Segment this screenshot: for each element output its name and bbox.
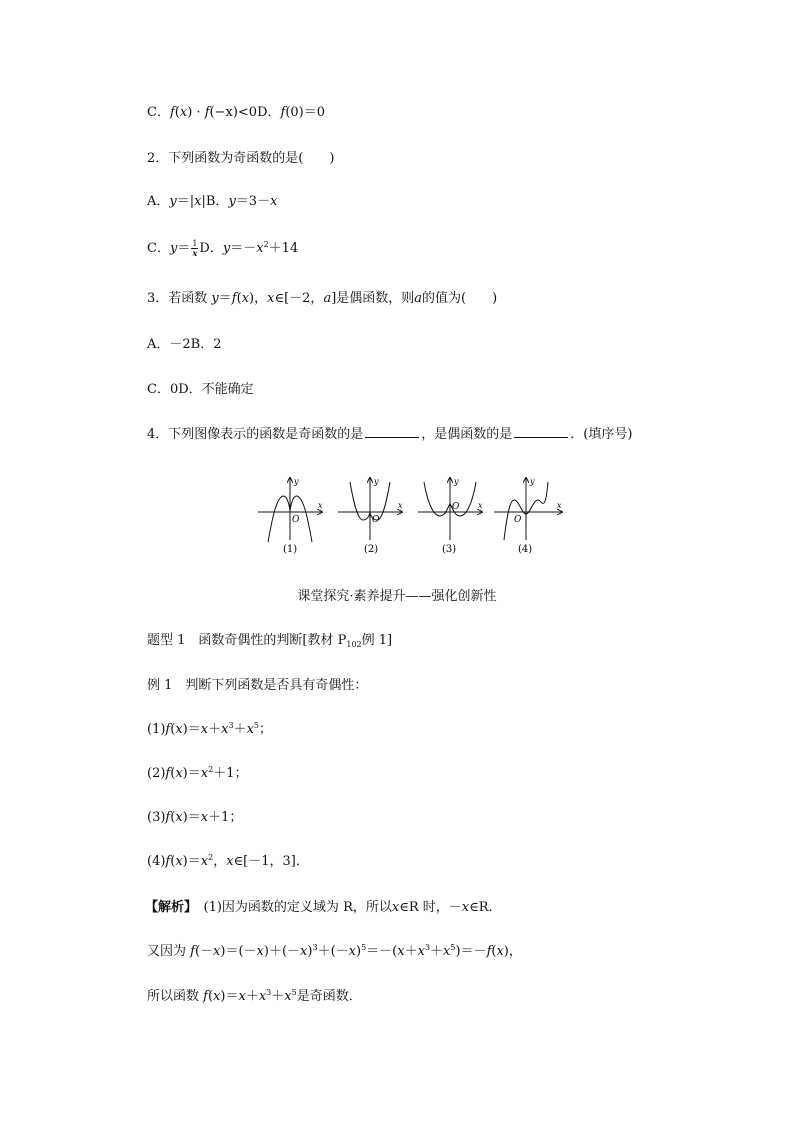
- option-line-c-d: C．f(x) · f(−x)<0D．f(0)＝0: [147, 105, 325, 120]
- fraction-one-over-x: $\frac{1}{x}$: [192, 239, 198, 258]
- answer-blank-odd: [365, 425, 419, 438]
- graph-4-x-label: x: [557, 501, 562, 510]
- graph-1-origin: O: [292, 515, 300, 525]
- solution-line-1: 【解析】 (1)因为函数的定义域为 R，所以x∈R 时，－x∈R.: [145, 900, 493, 915]
- graph-2-y-label: y: [374, 477, 379, 486]
- example-1-part-2: $(2)f(x)=x^2+1$；: [147, 765, 248, 781]
- graph-3-x-label: x: [478, 501, 483, 510]
- solution-line-2: 又因为 $f(-x)=(-x)+(-x)^3+(-x)^5=-(x+x^3+x^5)=-f(x)$，: [147, 943, 522, 959]
- question-3-stem: 3．若函数 y＝f(x)，x∈[－2，a]是偶函数，则a的值为( ): [147, 291, 498, 306]
- graph-3-y-label: y: [454, 477, 459, 486]
- graph-label-3: (3): [442, 544, 457, 555]
- question-4-stem: 4．下列图像表示的函数是奇函数的是 ，是偶函数的是 ．(填序号): [147, 427, 633, 442]
- question-2-stem: 2．下列函数为奇函数的是( ): [147, 151, 335, 166]
- question-3-options-ab: A．－2B．2: [147, 337, 222, 352]
- graph-2: [338, 477, 403, 540]
- example-1-part-1: $(1)f(x)=x+x^3+x^5$；: [147, 721, 273, 737]
- function-graphs-figure: [0, 470, 794, 560]
- example-1-stem: 例 1 判断下列函数是否具有奇偶性：: [147, 678, 368, 693]
- graph-4-origin: O: [514, 515, 522, 525]
- graph-2-x-label: x: [398, 501, 403, 510]
- graph-label-4: (4): [518, 544, 533, 555]
- section-title: 课堂探究·素养提升——强化创新性: [297, 589, 497, 604]
- question-type-1-heading: 题型 1 函数奇偶性的判断[教材 $P_{102}$例 1]: [147, 633, 393, 649]
- graph-1-x-label: x: [318, 501, 323, 510]
- example-1-part-4: $(4)f(x)=x^2$，x∈[－1，3]．: [147, 853, 309, 869]
- graph-1-y-label: y: [294, 477, 299, 486]
- graph-4: [494, 477, 562, 540]
- question-2-options-ab: A．y＝|x|B．y＝3－x: [147, 194, 278, 209]
- graph-3: [418, 477, 483, 540]
- question-2-options-cd: C．y＝ $\frac{1}{x}$ D．$y=-x^2+14$: [147, 239, 299, 258]
- graph-label-1: (1): [283, 544, 298, 555]
- graph-4-y-label: y: [530, 477, 535, 486]
- solution-line-3: 所以函数 $f(x)=x+x^3+x^5$是奇函数．: [147, 988, 362, 1004]
- graph-3-origin: O: [452, 502, 460, 512]
- graph-1: [258, 477, 323, 542]
- graph-2-origin: O: [372, 515, 380, 525]
- graph-label-2: (2): [364, 544, 379, 555]
- answer-blank-even: [514, 425, 568, 438]
- example-1-part-3: (3)f(x)＝x＋1；: [147, 810, 243, 825]
- question-3-options-cd: C．0D．不能确定: [147, 382, 254, 397]
